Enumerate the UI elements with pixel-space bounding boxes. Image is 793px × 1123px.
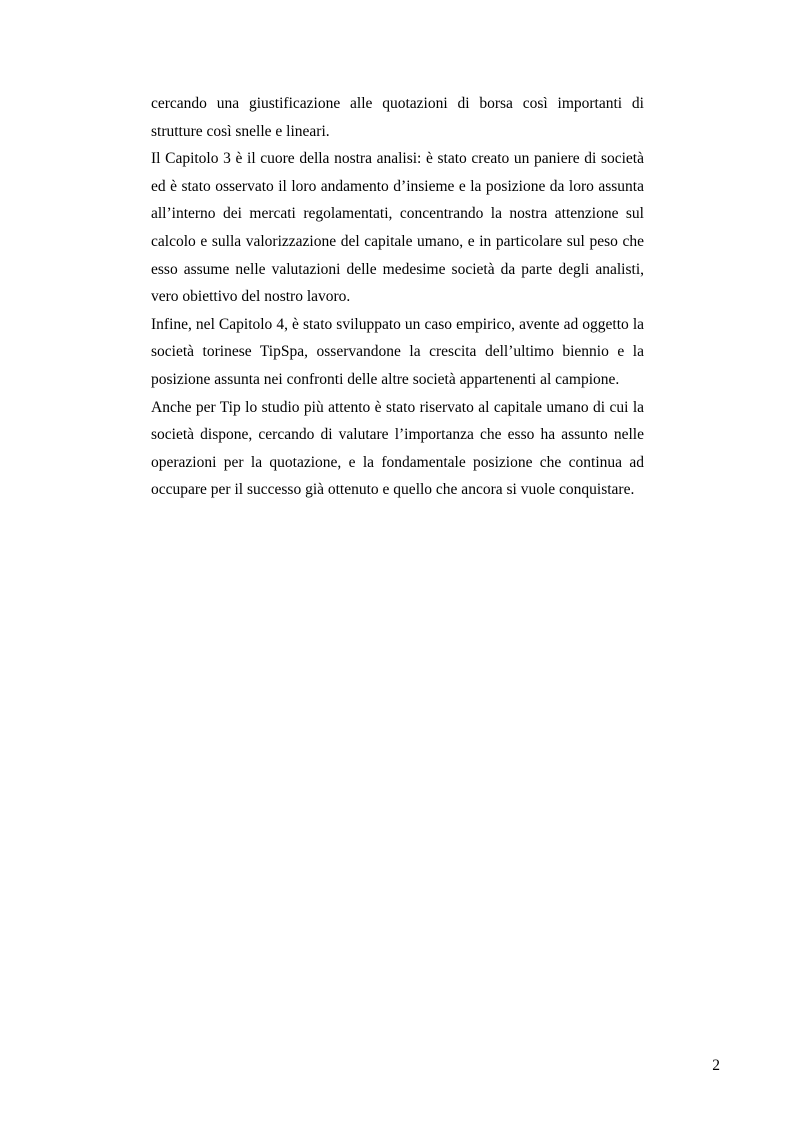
paragraph-1: cercando una giustificazione alle quotazioni di borsa così importanti di strutture così snelle e lineari. — [151, 95, 644, 140]
paragraph-3: Infine, nel Capitolo 4, è stato sviluppato un caso empirico, avente ad oggetto la società torinese TipSpa, osservandone la crescita dell’ultimo biennio e la posizione assunta nei confronti delle altre società appartenenti al campione. — [151, 315, 644, 388]
page-number: 2 — [712, 1057, 720, 1074]
body-text — [151, 90, 644, 504]
paragraph-4: Anche per Tip lo studio più attento è stato riservato al capitale umano di cui la società dispone, cercando di valutare l’importanza che esso ha assunto nelle operazioni per la quotazione, e la fondamentale posizione che continua ad occupare per il successo già ottenuto e quello che ancora si vuole conquistare. — [151, 398, 644, 499]
paragraph-2: Il Capitolo 3 è il cuore della nostra analisi: è stato creato un paniere di società ed è stato osservato il loro andamento d’insieme e la posizione da loro assunta all’interno dei mercati regolamentati, concentrando la nostra attenzione sul calcolo e sulla valorizzazione del capitale umano, e in particolare sul peso che esso assume nelle valutazioni delle medesime società da parte degli analisti, vero obiettivo del nostro lavoro. — [151, 150, 644, 306]
